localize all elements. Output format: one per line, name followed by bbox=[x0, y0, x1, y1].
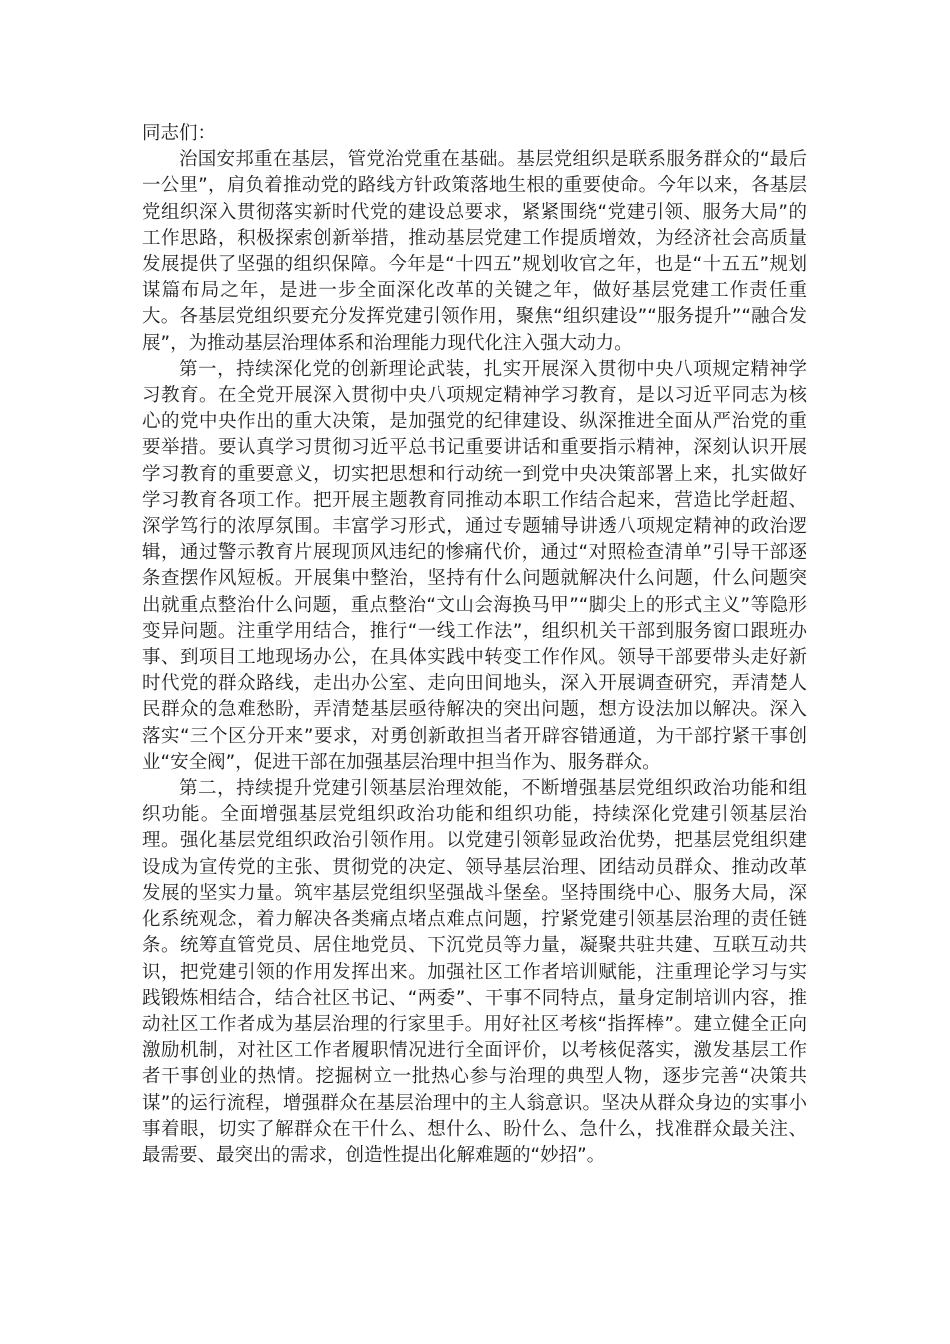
salutation: 同志们： bbox=[142, 123, 217, 144]
paragraph-first: 第一，持续深化党的创新理论武装，扎实开展深入贯彻中央八项规定精神学习教育。在全党开展深入贯彻中央八项规定精神学习教育，是以习近平同志为核心的党中央作出的重大决策，是加强党的纪律建设、纵深推进全面从严治党的重要举措。要认真学习贯彻习近平总书记重要讲话和重要指示精神，深刻认识开展学习教育的重要意义，切实把思想和行动统一到党中央决策部署上来，扎实做好学习教育各项工作。把开展主题教育同推动本职工作结合起来，营造比学赶超、深学笃行的浓厚氛围。丰富学习形式，通过专题辅导讲透八项规定精神的政治逻辑，通过警示教育片展现顶风违纪的惨痛代价，通过“对照检查清单”引导干部逐条查摆作风短板。开展集中整治，坚持有什么问题就解决什么问题，什么问题突出就重点整治什么问题，重点整治“文山会海换马甲”“脚尖上的形式主义”等隐形变异问题。注重学用结合，推行“一线工作法”，组织机关干部到服务窗口跟班办事、到项目工地现场办公，在具体实践中转变工作作风。领导干部要带头走好新时代党的群众路线，走出办公室、走向田间地头，深入开展调查研究，弄清楚人民群众的急难愁盼，弄清楚基层亟待解决的突出问题，想方设法加以解决。深入落实“三个区分开来”要求，对勇创新敢担当者开辟容错通道，为干部拧紧干事创业“安全阀”，促进干部在加强基层治理中担当作为、服务群众。 bbox=[142, 358, 807, 773]
document-body bbox=[142, 121, 807, 1169]
paragraph-second: 第二，持续提升党建引领基层治理效能，不断增强基层党组织政治功能和组织功能。全面增强基层党组织政治功能和组织功能，持续深化党建引领基层治理。强化基层党组织政治引领作用。以党建引领彰显政治优势，把基层党组织建设成为宣传党的主张、贯彻党的决定、领导基层治理、团结动员群众、推动改革发展的坚实力量。筑牢基层党组织坚强战斗堡垒。坚持围绕中心、服务大局，深化系统观念，着力解决各类痛点堵点难点问题，拧紧党建引领基层治理的责任链条。统筹直管党员、居住地党员、下沉党员等力量，凝聚共驻共建、互联互动共识，把党建引领的作用发挥出来。加强社区工作者培训赋能，注重理论学习与实践锻炼相结合，结合社区书记、“两委”、干事不同特点，量身定制培训内容，推动社区工作者成为基层治理的行家里手。用好社区考核“指挥棒”。建立健全正向激励机制，对社区工作者履职情况进行全面评价，以考核促落实，激发基层工作者干事创业的热情。挖掘树立一批热心参与治理的典型人物，逐步完善“决策共谋”的运行流程，增强群众在基层治理中的主人翁意识。坚决从群众身边的实事小事着眼，切实了解群众在干什么、想什么、盼什么、急什么，找准群众最关注、最需要、最突出的需求，创造性提出化解难题的“妙招”。 bbox=[142, 778, 807, 1166]
paragraph-intro: 治国安邦重在基层，管党治党重在基础。基层党组织是联系服务群众的“最后一公里”，肩负着推动党的路线方针政策落地生根的重要使命。今年以来，各基层党组织深入贯彻落实新时代党的建设总要求，紧紧围绕“党建引领、服务大局”的工作思路，积极探索创新举措，推动基层党建工作提质增效，为经济社会高质量发展提供了坚强的组织保障。今年是“十四五”规划收官之年，也是“十五五”规划谋篇布局之年，是进一步全面深化改革的关键之年，做好基层党建工作责任重大。各基层党组织要充分发挥党建引领作用，聚焦“组织建设”“服务提升”“融合发展”，为推动基层治理体系和治理能力现代化注入强大动力。 bbox=[142, 149, 807, 354]
